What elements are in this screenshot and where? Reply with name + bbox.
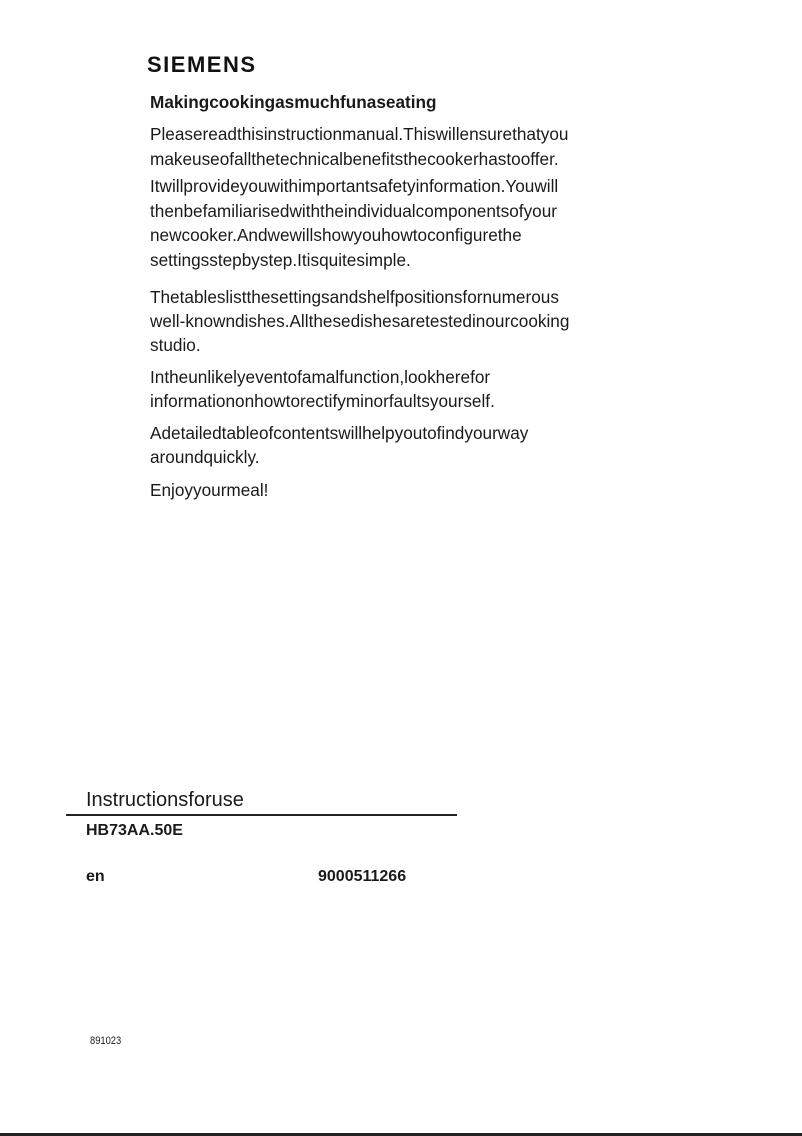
text-line: studio.: [150, 335, 201, 355]
text-line: Adetailedtableofcontentswillhelpyoutofindyourway: [150, 423, 529, 443]
print-code: 891023: [90, 1035, 122, 1047]
intro-heading: Makingcookingasmuchfunaseating: [150, 92, 437, 112]
text-line: Pleasereadthisinstructionmanual.Thiswillensurethatyou: [150, 124, 569, 144]
siemens-logo: SIEMENS: [147, 52, 257, 77]
part-number: 9000511266: [318, 868, 407, 885]
text-line: Thetableslistthesettingsandshelfpositionsfornumerous: [150, 287, 559, 307]
text-line: Intheunlikelyeventofamalfunction,lookherefor: [150, 367, 491, 387]
instructions-title: Instructionsforuse: [86, 789, 244, 811]
language-code: en: [86, 868, 105, 885]
text-line: makeuseofallthetechnicalbenefitsthecookerhastooffer.: [150, 149, 559, 169]
text-line: aroundquickly.: [150, 447, 260, 467]
text-line: informationonhowtorectifyminorfaultsyourself.: [150, 391, 495, 411]
text-line: well-knowndishes.Allthesedishesaretestedinourcooking: [150, 311, 570, 331]
title-divider: [66, 814, 457, 816]
text-line: Itwillprovideyouwithimportantsafetyinformation.Youwill: [150, 176, 559, 196]
text-line: newcooker.Andwewillshowyouhowtoconfigurethe: [150, 225, 522, 245]
text-line: settingsstepbystep.Itisquitesimple.: [150, 250, 411, 270]
model-number: HB73AA.50E: [86, 822, 183, 839]
text-line: Enjoyyourmeal!: [150, 480, 269, 500]
text-line: thenbefamiliarisedwiththeindividualcomponentsofyour: [150, 201, 558, 221]
